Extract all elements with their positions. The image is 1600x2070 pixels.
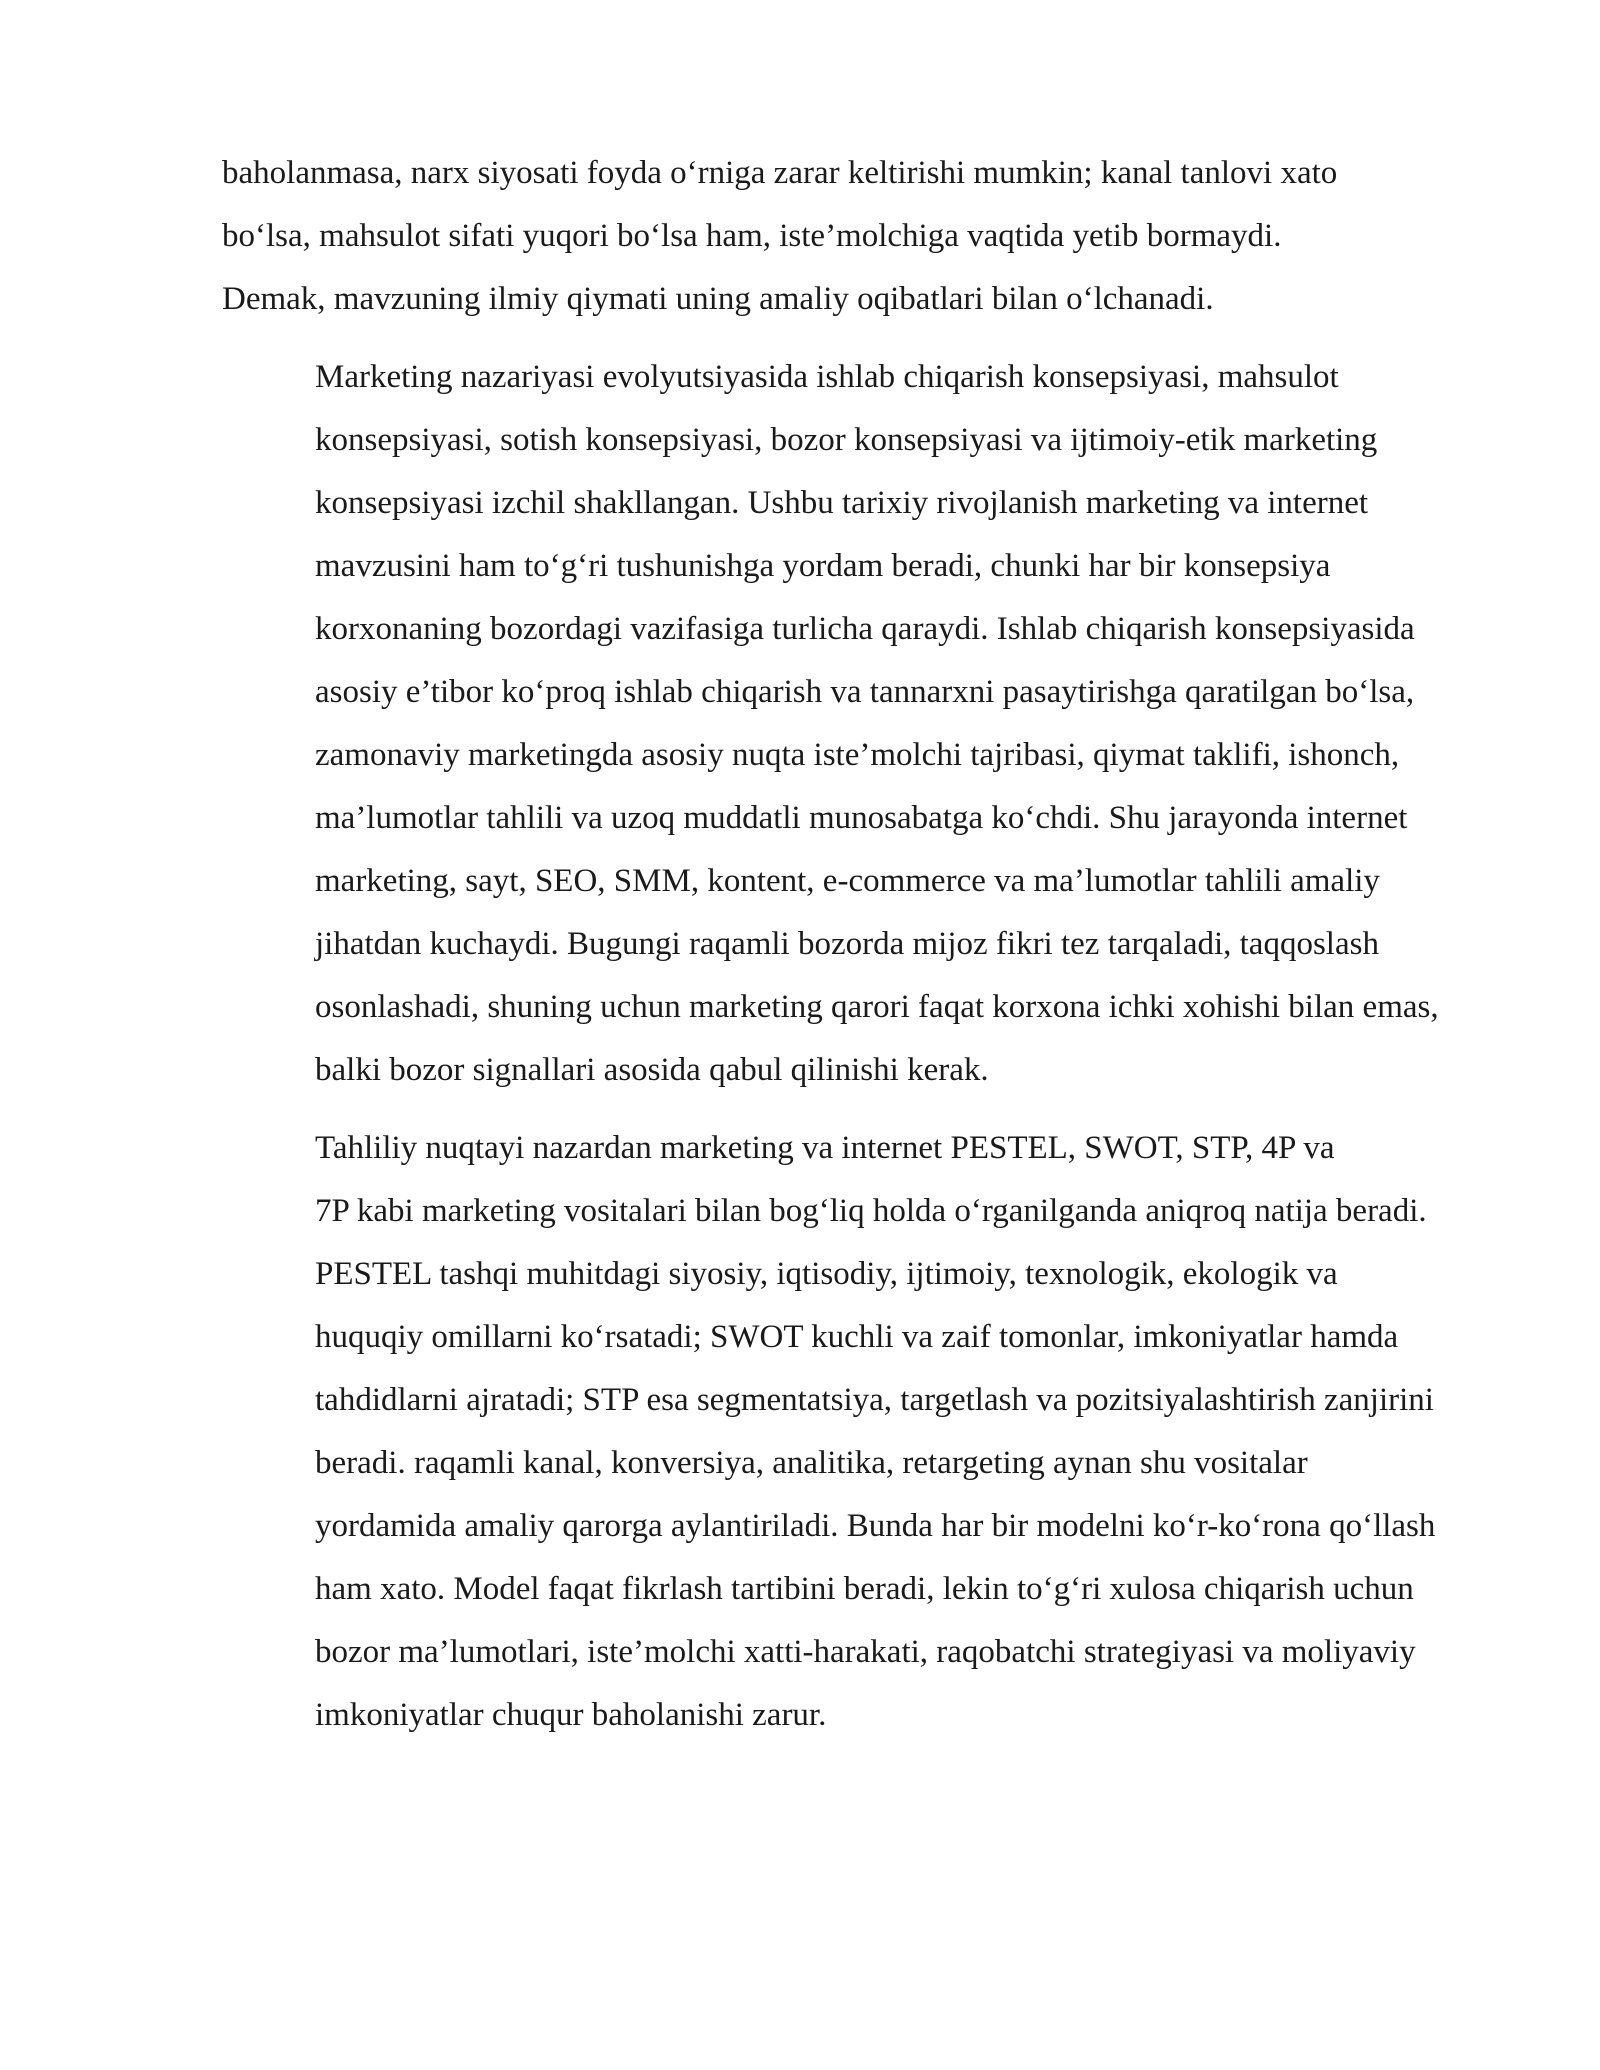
text-line: Marketing nazariyasi evolyutsiyasida ishlab chiqarish konsepsiyasi, mahsulot xyxy=(315,359,1339,395)
text-line: konsepsiyasi izchil shakllangan. Ushbu tarixiy rivojlanish marketing va internet xyxy=(315,485,1369,521)
text-line: Demak, mavzuning ilmiy qiymati uning amaliy oqibatlari bilan o‘lchanadi. xyxy=(222,281,1214,317)
text-line: baholanmasa, narx siyosati foyda o‘rniga zarar keltirishi mumkin; kanal tanlovi xato xyxy=(222,155,1338,191)
paragraph xyxy=(222,142,1472,331)
text-line: konsepsiyasi, sotish konsepsiyasi, bozor konsepsiyasi va ijtimoiy-etik marketing xyxy=(315,422,1378,458)
document-body xyxy=(222,142,1472,1762)
text-line: Tahliliy nuqtayi nazardan marketing va internet PESTEL, SWOT, STP, 4P va xyxy=(315,1130,1335,1166)
text-line: bo‘lsa, mahsulot sifati yuqori bo‘lsa ham, iste’molchiga vaqtida yetib bormaydi. xyxy=(222,218,1282,254)
text-line: ham xato. Model faqat fikrlash tartibini beradi, lekin to‘g‘ri xulosa chiqarish uchun xyxy=(315,1571,1414,1607)
text-line: yordamida amaliy qarorga aylantiriladi. Bunda har bir modelni ko‘r-ko‘rona qo‘llash xyxy=(315,1508,1436,1544)
text-line: 7P kabi marketing vositalari bilan bog‘liq holda o‘rganilganda aniqroq natija beradi. xyxy=(315,1193,1427,1229)
text-line: huquqiy omillarni ko‘rsatadi; SWOT kuchli va zaif tomonlar, imkoniyatlar hamda xyxy=(315,1319,1399,1355)
paragraph xyxy=(222,346,1472,1102)
text-line: balki bozor signallari asosida qabul qilinishi kerak. xyxy=(315,1052,989,1088)
paragraph xyxy=(222,1117,1472,1747)
text-line: mavzusini ham to‘g‘ri tushunishga yordam beradi, chunki har bir konsepsiya xyxy=(315,548,1331,584)
text-line: bozor ma’lumotlari, iste’molchi xatti-harakati, raqobatchi strategiyasi va moliyaviy xyxy=(315,1634,1416,1670)
text-line: zamonaviy marketingda asosiy nuqta iste’molchi tajribasi, qiymat taklifi, ishonch, xyxy=(315,737,1400,773)
text-line: jihatdan kuchaydi. Bugungi raqamli bozorda mijoz fikri tez tarqaladi, taqqoslash xyxy=(315,926,1379,962)
text-line: imkoniyatlar chuqur baholanishi zarur. xyxy=(315,1697,827,1733)
text-line: marketing, sayt, SEO, SMM, kontent, e-commerce va ma’lumotlar tahlili amaliy xyxy=(315,863,1380,899)
text-line: asosiy e’tibor ko‘proq ishlab chiqarish va tannarxni pasaytirishga qaratilgan bo‘lsa, xyxy=(315,674,1415,710)
text-line: beradi. raqamli kanal, konversiya, analitika, retargeting aynan shu vositalar xyxy=(315,1445,1308,1481)
text-line: PESTEL tashqi muhitdagi siyosiy, iqtisodiy, ijtimoiy, texnologik, ekologik va xyxy=(315,1256,1338,1292)
text-line: korxonaning bozordagi vazifasiga turlicha qaraydi. Ishlab chiqarish konsepsiyasida xyxy=(315,611,1415,647)
text-line: osonlashadi, shuning uchun marketing qarori faqat korxona ichki xohishi bilan emas, xyxy=(315,989,1439,1025)
text-line: tahdidlarni ajratadi; STP esa segmentatsiya, targetlash va pozitsiyalashtirish zanjirini xyxy=(315,1382,1434,1418)
text-line: ma’lumotlar tahlili va uzoq muddatli munosabatga ko‘chdi. Shu jarayonda internet xyxy=(315,800,1408,836)
